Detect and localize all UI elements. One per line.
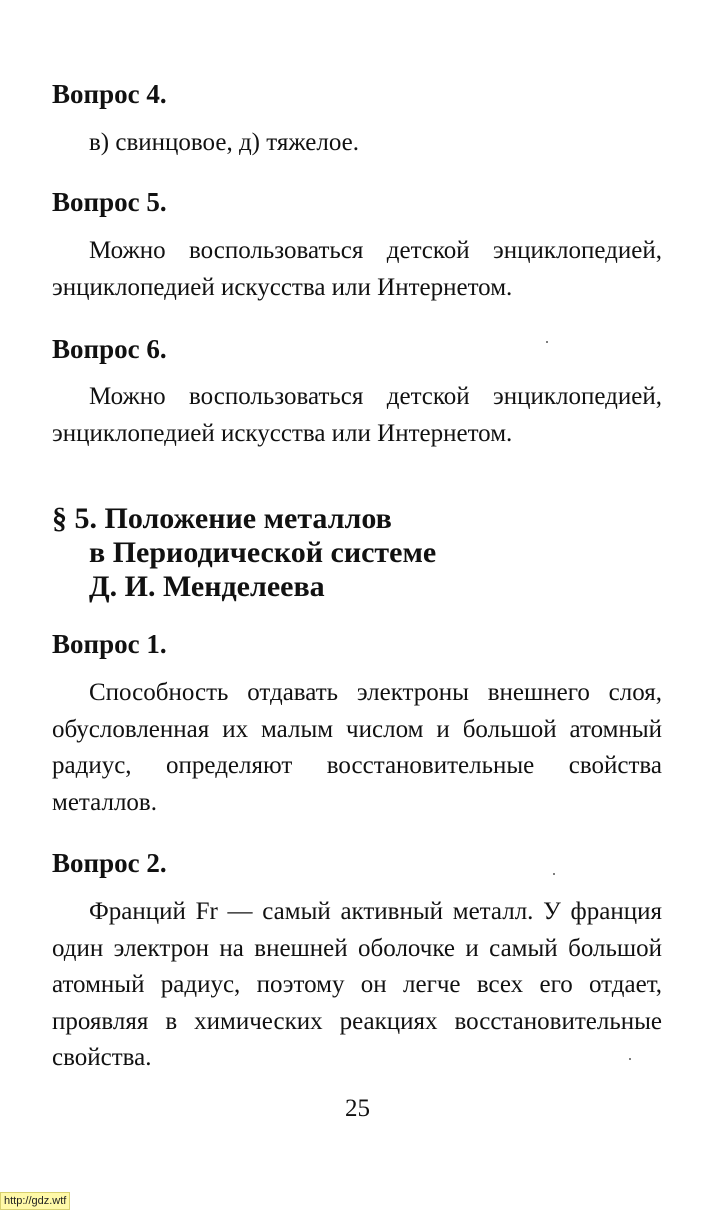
question-6-heading: Вопрос 6. [52, 334, 167, 364]
question-5-heading: Вопрос 5. [52, 187, 167, 217]
section-question-2-answer: Франций Fr — самый активный металл. У франция один электрон на внешней оболочке и самый большой атомный радиус, поэтому он легче всех его отдает, проявляя в химических реакциях восстановительные свойства. [52, 898, 662, 1071]
scan-speck [546, 341, 548, 343]
question-5-answer: Можно воспользоваться детской энциклопедией, энциклопедией искусства или Интернетом. [52, 237, 662, 301]
scan-speck [629, 1058, 631, 1060]
source-watermark: http://gdz.wtf [0, 1192, 70, 1210]
section-title-line-2: в Периодической системе [89, 536, 437, 569]
scan-speck [553, 873, 555, 875]
section-question-2-heading: Вопрос 2. [52, 848, 167, 878]
section-question-1-heading: Вопрос 1. [52, 629, 167, 659]
section-question-1-answer: Способность отдавать электроны внешнего слоя, обусловленная их малым числом и большой атомный радиус, определяют восстановительные свойства металлов. [52, 679, 662, 816]
section-title-line-3: Д. И. Менделеева [89, 570, 325, 603]
page-number: 25 [345, 1095, 370, 1122]
section-title [52, 502, 436, 604]
question-6-answer: Можно воспользоваться детской энциклопедией, энциклопедией искусства или Интернетом. [52, 383, 662, 447]
question-4-heading: Вопрос 4. [52, 79, 167, 109]
section-title-line-1: § 5. Положение металлов [52, 502, 392, 535]
question-4-answer: в) свинцовое, д) тяжелое. [89, 129, 360, 156]
